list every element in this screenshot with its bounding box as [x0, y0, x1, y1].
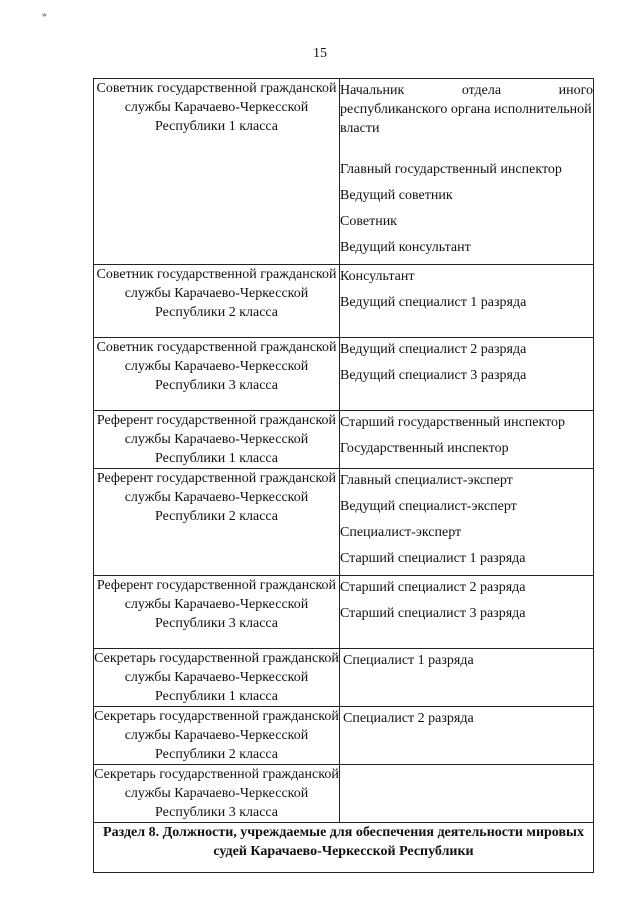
positions-cell [340, 469, 594, 576]
position-item: Специалист-эксперт [340, 525, 462, 540]
position-item: Старший специалист 1 разряда [340, 551, 526, 566]
class-cell: Референт государственной гражданской службы Карачаево-Черкесской Республики 1 класса [94, 411, 340, 469]
table-row [94, 649, 594, 707]
position-item: Главный специалист-эксперт [340, 473, 513, 488]
table-row [94, 707, 594, 765]
table-row [94, 765, 594, 823]
class-cell: Секретарь государственной гражданской службы Карачаево-Черкесской Республики 1 класса [94, 649, 340, 707]
corner-mark: * [42, 12, 47, 23]
positions-cell [340, 265, 594, 338]
class-cell: Советник государственной гражданской службы Карачаево-Черкесской Республики 3 класса [94, 338, 340, 411]
table-row [94, 411, 594, 469]
position-item: Ведущий консультант [340, 240, 471, 255]
section-heading: Раздел 8. Должности, учреждаемые для обеспечения деятельности мировых судей Карачаево-Черкесской Республики [94, 823, 594, 873]
positions-cell [340, 649, 594, 707]
positions-cell [340, 79, 594, 265]
position-item: Консультант [340, 269, 415, 284]
section-row [94, 823, 594, 873]
position-item: Специалист 2 разряда [343, 711, 474, 726]
positions-cell [340, 411, 594, 469]
positions-cell [340, 765, 594, 823]
position-item: республиканского органа исполнительной власти [340, 102, 592, 136]
position-item: Старший специалист 2 разряда [340, 580, 526, 595]
position-item: Государственный инспектор [340, 441, 509, 456]
class-cell: Референт государственной гражданской службы Карачаево-Черкесской Республики 2 класса [94, 469, 340, 576]
position-item: Ведущий специалист-эксперт [340, 499, 517, 514]
table-row [94, 338, 594, 411]
position-item: Ведущий специалист 2 разряда [340, 342, 527, 357]
class-cell: Советник государственной гражданской службы Карачаево-Черкесской Республики 1 класса [94, 79, 340, 265]
table-row [94, 576, 594, 649]
position-item: Ведущий советник [340, 188, 453, 203]
positions-cell [340, 707, 594, 765]
table-row [94, 265, 594, 338]
position-item: Ведущий специалист 1 разряда [340, 295, 527, 310]
class-cell: Референт государственной гражданской службы Карачаево-Черкесской Республики 3 класса [94, 576, 340, 649]
position-item: Старший специалист 3 разряда [340, 606, 526, 621]
positions-table [93, 78, 594, 873]
position-item: Советник [340, 214, 397, 229]
page-number: 15 [313, 46, 327, 61]
position-item: Специалист 1 разряда [343, 653, 474, 668]
table-row [94, 469, 594, 576]
class-cell: Секретарь государственной гражданской службы Карачаево-Черкесской Республики 3 класса [94, 765, 340, 823]
position-item: Начальник отдела иного [340, 83, 593, 98]
position-item: Старший государственный инспектор [340, 415, 566, 430]
positions-cell [340, 576, 594, 649]
class-cell: Советник государственной гражданской службы Карачаево-Черкесской Республики 2 класса [94, 265, 340, 338]
position-item: Главный государственный инспектор [340, 162, 562, 177]
position-item: Ведущий специалист 3 разряда [340, 368, 527, 383]
class-cell: Секретарь государственной гражданской службы Карачаево-Черкесской Республики 2 класса [94, 707, 340, 765]
table-row [94, 79, 594, 265]
positions-cell [340, 338, 594, 411]
